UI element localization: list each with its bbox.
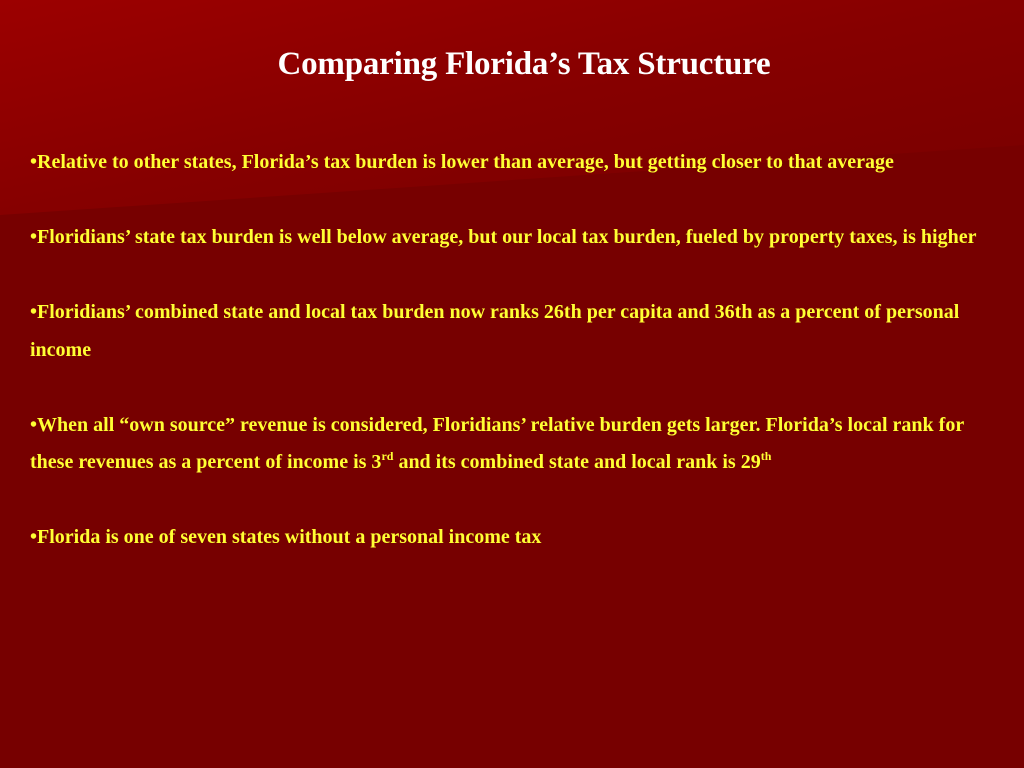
bullet-text: When all “own source” revenue is considered, Floridians’ relative burden gets larger. Florida’s local rank for these revenues as a percent of income is 3 bbox=[30, 413, 964, 473]
bullet-marker: • bbox=[30, 301, 38, 323]
bullet-marker: • bbox=[30, 526, 38, 548]
bullet-item bbox=[30, 144, 996, 182]
bullet-text: Relative to other states, Florida’s tax burden is lower than average, but getting closer to that average bbox=[37, 151, 894, 173]
bullet-item bbox=[30, 219, 996, 257]
bullet-marker: • bbox=[30, 151, 38, 173]
bullet-item bbox=[30, 519, 996, 557]
bullet-text: Floridians’ combined state and local tax burden now ranks 26th per capita and 36th as a percent of personal income bbox=[30, 301, 960, 361]
bullet-item bbox=[30, 294, 996, 369]
slide-title: Comparing Florida’s Tax Structure bbox=[277, 46, 771, 82]
bullet-text: Florida is one of seven states without a personal income tax bbox=[37, 526, 542, 548]
bullet-text: Floridians’ state tax burden is well below average, but our local tax burden, fueled by property taxes, is higher bbox=[37, 226, 977, 248]
bullet-list bbox=[30, 144, 996, 557]
bullet-text: and its combined state and local rank is 29 bbox=[393, 451, 761, 473]
bullet-item bbox=[30, 407, 996, 482]
superscript-ordinal: rd bbox=[381, 449, 394, 463]
superscript-ordinal: th bbox=[760, 449, 772, 463]
bullet-marker: • bbox=[30, 226, 38, 248]
bullet-marker: • bbox=[30, 413, 38, 436]
